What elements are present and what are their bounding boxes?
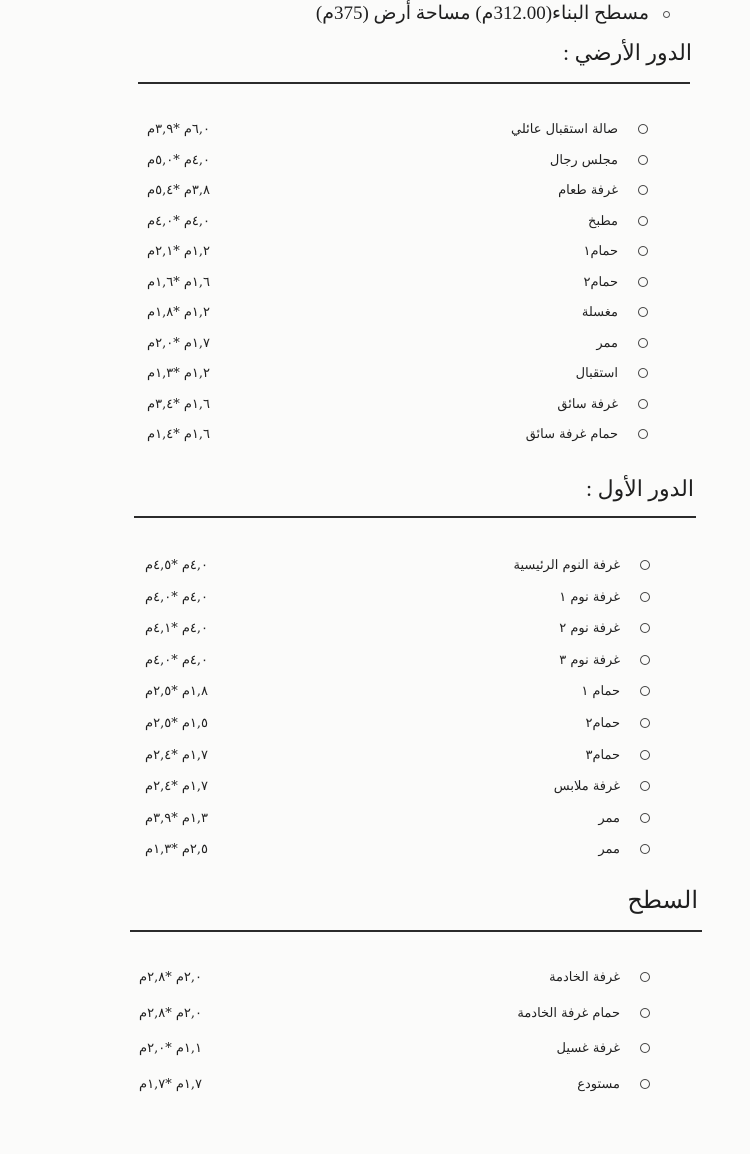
list-item [390,1003,650,1025]
circle-bullet-icon [638,124,648,134]
circle-bullet-icon [638,368,648,378]
list-item [390,1074,650,1096]
room-dimensions: ٤,٠م *٥,٠م [147,152,210,168]
room-dimensions: ٢,٠م *٢,٨م [139,1005,202,1021]
list-item [388,211,648,233]
circle-bullet-icon [640,750,650,760]
room-dimensions: ١,٢م *١,٣م [147,366,210,381]
circle-bullet-icon [640,592,650,602]
divider-roof [130,930,702,932]
list-item [388,424,648,446]
room-dimensions: ٤,٠م *٤,٥م [145,558,208,573]
circle-bullet-icon [638,246,648,256]
circle-bullet-icon [640,813,650,823]
room-name: استقبال [575,366,618,381]
list-item [390,776,650,798]
room-name: مطبخ [588,213,618,229]
list-item [390,745,650,767]
circle-bullet-icon [640,1043,650,1053]
circle-bullet-icon [640,623,650,633]
room-dimensions: ١,٢م *٢,١م [147,244,210,259]
room-dimensions: ١,٧م *٢,٠م [147,335,210,351]
room-dimensions: ٢,٠م *٢,٨م [139,970,202,985]
building-area-text: مسطح البناء(312.00م) مساحة أرض (375م) [315,3,649,24]
divider-ground-floor [138,82,690,84]
room-name: حمام٢ [585,716,620,731]
list-item [390,1038,650,1060]
circle-bullet-icon [638,399,648,409]
list-item [388,241,648,263]
room-name: حمام٣ [585,747,620,763]
circle-bullet-icon [640,655,650,665]
room-dimensions: ٤,٠م *٤,١م [145,621,208,637]
room-dimensions: ٦,٠م *٣,٩م [147,122,210,137]
room-name: غرفة غسيل [556,1041,620,1056]
circle-bullet-icon [640,844,650,854]
room-name: حمام غرفة الخادمة [517,1005,620,1021]
circle-bullet-icon [640,718,650,728]
room-dimensions: ١,٦م *٣,٤م [147,396,210,412]
circle-bullet-icon [638,277,648,287]
room-name: غرفة ملابس [553,779,620,795]
section-title-roof: السطح [627,888,698,914]
building-area-line [240,2,670,25]
list-item [388,394,648,416]
room-name: غرفة نوم ٣ [559,652,620,668]
list-item [388,333,648,355]
room-name: غرفة طعام [558,183,618,198]
room-name: غرفة نوم ٢ [559,621,620,637]
list-item [388,272,648,294]
room-name: حمام غرفة سائق [525,427,618,442]
circle-bullet-icon [638,155,648,165]
room-name: غرفة النوم الرئيسية [513,558,620,573]
room-dimensions: ١,٦م *١,٦م [147,274,210,290]
room-dimensions: ١,٦م *١,٤م [147,427,210,442]
room-dimensions: ١,٧م *٢,٤م [145,747,208,763]
circle-bullet-icon [638,307,648,317]
room-name: مستودع [577,1076,620,1092]
list-item [390,650,650,672]
section-title-first-floor: الدور الأول : [586,476,694,501]
bullet-icon [663,11,670,18]
room-name: صالة استقبال عائلي [510,122,618,137]
room-name: مغسلة [581,305,618,320]
circle-bullet-icon [640,1079,650,1089]
room-name: ممر [598,842,620,858]
list-item [390,713,650,735]
room-dimensions: ٢,٥م *١,٣م [145,842,208,858]
section-title-ground-floor: الدور الأرضي : [562,40,692,65]
room-name: غرفة سائق [557,396,618,412]
room-dimensions: ١,٧م *١,٧م [139,1076,202,1092]
room-dimensions: ٤,٠م *٤,٠م [147,213,210,229]
room-dimensions: ١,٥م *٢,٥م [145,716,208,731]
room-name: حمام ١ [581,684,620,700]
room-dimensions: ٣,٨م *٥,٤م [147,183,210,198]
circle-bullet-icon [640,781,650,791]
list-item [390,555,650,577]
circle-bullet-icon [640,1008,650,1018]
room-dimensions: ٤,٠م *٤,٠م [145,589,208,605]
circle-bullet-icon [638,338,648,348]
list-item [388,302,648,324]
room-name: مجلس رجال [549,152,618,168]
room-dimensions: ١,٢م *١,٨م [147,305,210,320]
room-name: غرفة الخادمة [549,970,620,985]
circle-bullet-icon [638,185,648,195]
circle-bullet-icon [638,429,648,439]
circle-bullet-icon [640,560,650,570]
list-item [390,681,650,703]
room-name: حمام١ [583,244,618,259]
list-item [388,180,648,202]
room-name: حمام٢ [583,274,618,290]
list-item [388,119,648,141]
circle-bullet-icon [640,686,650,696]
room-name: ممر [598,810,620,826]
list-item [390,618,650,640]
list-item [390,587,650,609]
room-dimensions: ٤,٠م *٤,٠م [145,652,208,668]
room-dimensions: ١,٣م *٣,٩م [145,810,208,826]
list-item [390,839,650,861]
room-dimensions: ١,٨م *٢,٥م [145,684,208,700]
list-item [388,150,648,172]
room-name: ممر [596,335,618,351]
list-item [390,967,650,989]
room-name: غرفة نوم ١ [559,589,620,605]
divider-first-floor [134,516,696,518]
circle-bullet-icon [640,972,650,982]
circle-bullet-icon [638,216,648,226]
room-dimensions: ١,١م *٢,٠م [139,1041,202,1056]
list-item [390,808,650,830]
list-item [388,363,648,385]
room-dimensions: ١,٧م *٢,٤م [145,779,208,795]
